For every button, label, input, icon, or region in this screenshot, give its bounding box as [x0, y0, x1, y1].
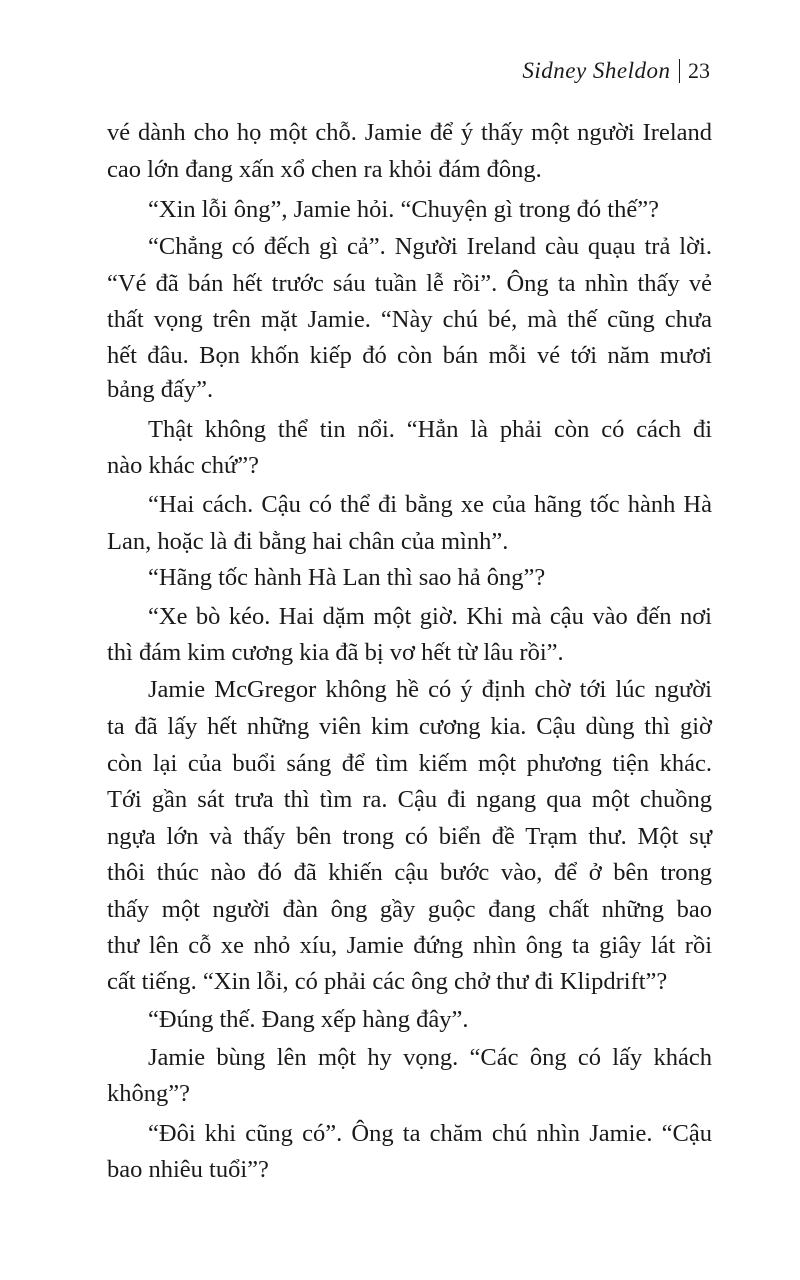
text-line: cất tiếng. “Xin lỗi, có phải các ông chở thư đi Klipdrift”?: [107, 968, 668, 995]
text-line: thì đám kim cương kia đã bị vơ hết từ lâu rồi”.: [107, 639, 564, 666]
text-line: “Đúng thế. Đang xếp hàng đây”.: [148, 1006, 469, 1033]
running-header: [522, 58, 710, 84]
text-line: còn lại của buổi sáng để tìm kiếm một phương tiện khác.: [107, 750, 712, 777]
text-line: thấy một người đàn ông gầy guộc đang chất những bao: [107, 896, 712, 923]
text-line: thất vọng trên mặt Jamie. “Này chú bé, mà thế cũng chưa: [107, 306, 712, 333]
text-line: “Hai cách. Cậu có thể đi bằng xe của hãng tốc hành Hà: [148, 491, 712, 518]
text-line: bao nhiêu tuổi”?: [107, 1156, 269, 1183]
text-line: nào khác chứ”?: [107, 452, 260, 479]
text-line: Jamie McGregor không hề có ý định chờ tới lúc người: [148, 676, 712, 703]
author-name: Sidney Sheldon: [522, 58, 671, 83]
text-line: ngựa lớn và thấy bên trong có biển đề Trạm thư. Một sự: [107, 823, 712, 850]
text-line: Tới gần sát trưa thì tìm ra. Cậu đi ngang qua một chuồng: [107, 786, 712, 813]
text-line: Lan, hoặc là đi bằng hai chân của mình”.: [107, 528, 509, 555]
header-divider: [679, 59, 681, 83]
text-line: “Vé đã bán hết trước sáu tuần lễ rồi”. Ông ta nhìn thấy vẻ: [107, 270, 712, 297]
text-line: bảng đấy”.: [107, 376, 214, 403]
text-line: ta đã lấy hết những viên kim cương kia. Cậu dùng thì giờ: [107, 713, 712, 740]
text-line: hết đâu. Bọn khốn kiếp đó còn bán mỗi vé tới năm mươi: [107, 342, 712, 369]
text-line: cao lớn đang xấn xổ chen ra khỏi đám đông.: [107, 156, 542, 183]
text-line: thư lên cỗ xe nhỏ xíu, Jamie đứng nhìn ông ta giây lát rồi: [107, 932, 712, 959]
text-line: Jamie bùng lên một hy vọng. “Các ông có lấy khách: [148, 1044, 712, 1071]
text-line: “Đôi khi cũng có”. Ông ta chăm chú nhìn Jamie. “Cậu: [148, 1120, 712, 1147]
text-line: thôi thúc nào đó đã khiến cậu bước vào, để ở bên trong: [107, 859, 712, 886]
page-number: 23: [688, 58, 710, 83]
text-line: “Xe bò kéo. Hai dặm một giờ. Khi mà cậu vào đến nơi: [148, 603, 712, 630]
text-line: “Chẳng có đếch gì cả”. Người Ireland càu quạu trả lời.: [148, 233, 712, 260]
text-line: “Hãng tốc hành Hà Lan thì sao hả ông”?: [148, 564, 546, 591]
text-line: vé dành cho họ một chỗ. Jamie để ý thấy một người Ireland: [107, 119, 712, 146]
text-line: không”?: [107, 1080, 190, 1107]
text-line: “Xin lỗi ông”, Jamie hỏi. “Chuyện gì trong đó thế”?: [148, 196, 659, 223]
text-line: Thật không thể tin nổi. “Hẳn là phải còn có cách đi: [148, 416, 712, 443]
